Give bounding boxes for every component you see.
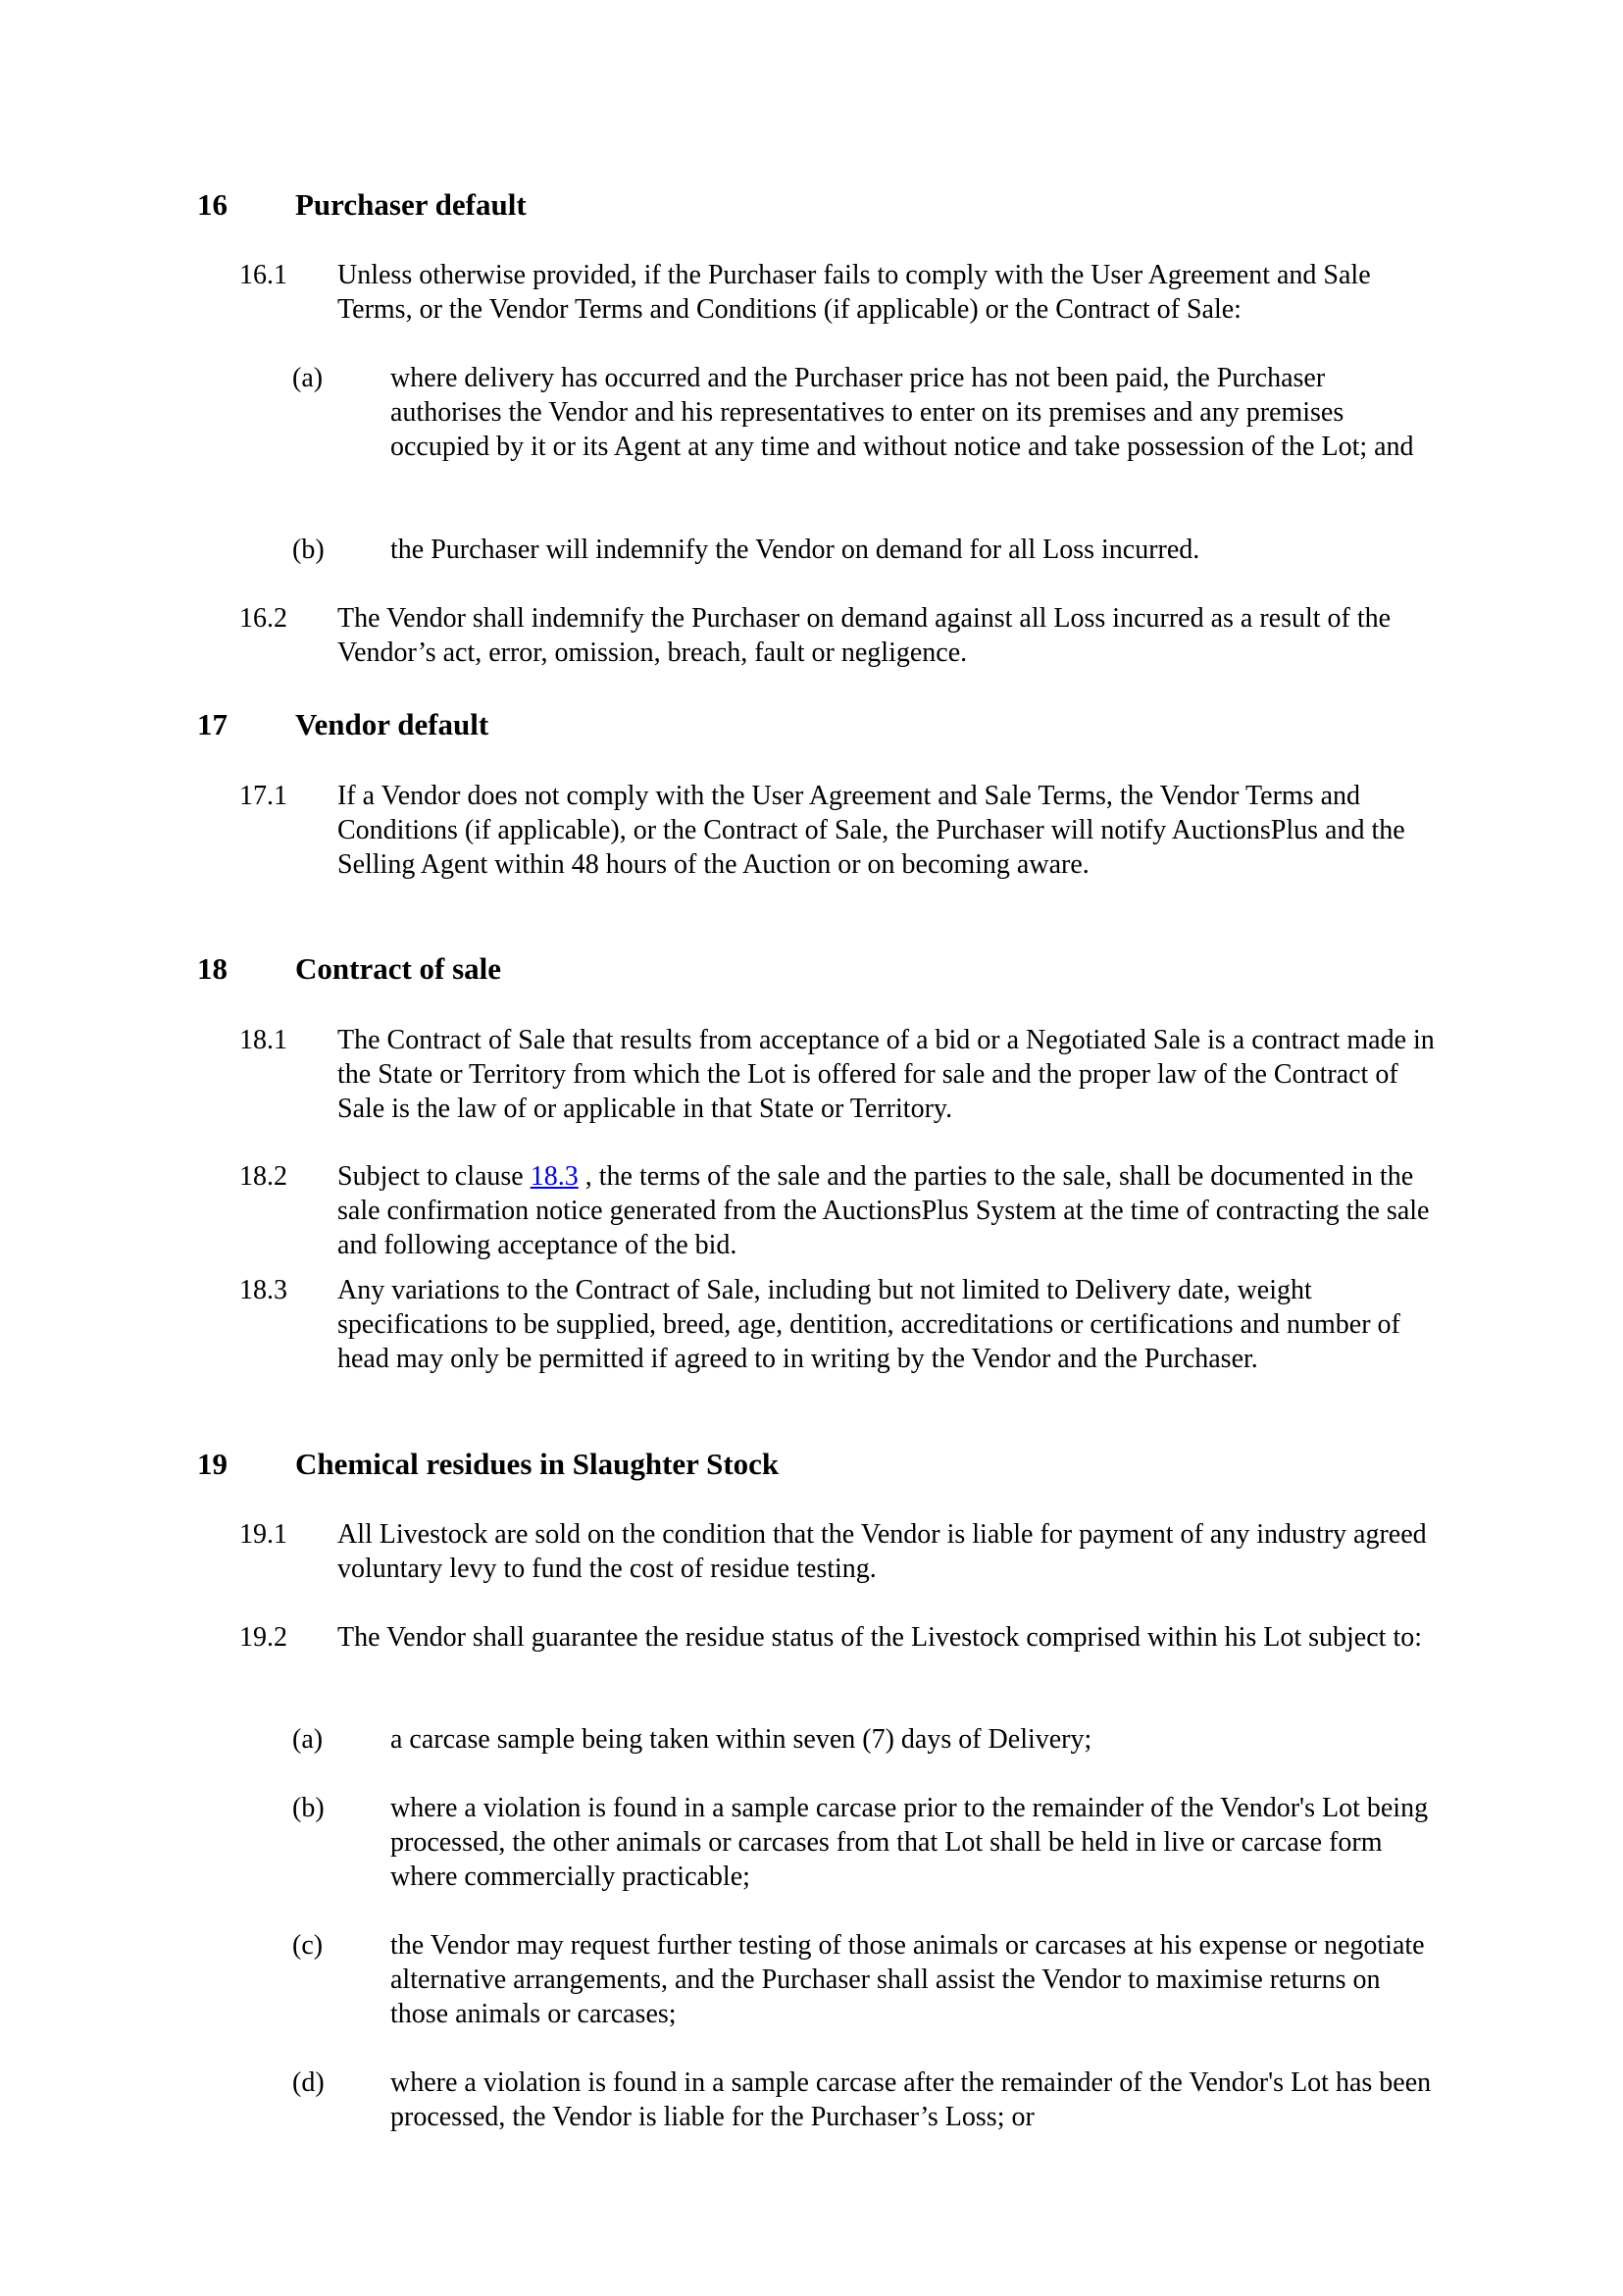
clause-text: The Vendor shall guarantee the residue status of the Livestock comprised within his Lot subject to: [337, 1622, 1422, 1653]
clause-text: The Contract of Sale that results from acceptance of a bid or a Negotiated Sale is a contract made in the State or Territory from which the Lot is offered for sale and the proper law of the Contract of Sale is the law of or applicable in that State or Territory. [337, 1025, 1435, 1124]
clause-number: 16.1 [239, 260, 287, 290]
subclause-text: where a violation is found in a sample carcase after the remainder of the Vendor's Lot has been processed, the Vendor is liable for the Purchaser’s Loss; or [390, 2067, 1432, 2132]
clause-17-1 [239, 779, 1436, 882]
clause-16-1-b [292, 533, 1440, 567]
section-title: Vendor default [295, 707, 489, 741]
clause-number: 18.1 [239, 1025, 287, 1055]
clause-19-2-d [292, 2066, 1440, 2134]
subclause-text: a carcase sample being taken within seven (7) days of Delivery; [390, 1724, 1092, 1755]
clause-number: 16.2 [239, 603, 287, 634]
section-number: 19 [197, 1447, 228, 1481]
section-title: Chemical residues in Slaughter Stock [295, 1447, 780, 1481]
section-number: 18 [197, 951, 228, 986]
clause-text-after-link: , the terms of the sale and the parties to the sale, shall be documented in the sale confirmation notice generated from the AuctionsPlus System at the time of contracting the sale and following acceptance of the bid. [337, 1161, 1430, 1260]
section-title: Contract of sale [295, 951, 502, 986]
clause-number: 18.2 [239, 1161, 287, 1192]
clause-text [337, 1159, 1436, 1262]
subclause-letter: (b) [292, 535, 325, 565]
clause-number: 18.3 [239, 1275, 287, 1305]
clause-text: If a Vendor does not comply with the User Agreement and Sale Terms, the Vendor Terms and Conditions (if applicable), or the Contract of Sale, the Purchaser will notify AuctionsPlus and the Selling Agent within 48 hours of the Auction or on becoming aware. [337, 781, 1405, 880]
subclause-letter: (c) [292, 1930, 324, 1961]
clause-text: Unless otherwise provided, if the Purchaser fails to comply with the User Agreement and Sale Terms, or the Vendor Terms and Conditions (if applicable) or the Contract of Sale: [337, 260, 1371, 325]
clause-18-3-link[interactable]: 18.3 [530, 1161, 579, 1192]
clause-19-2-b [292, 1791, 1440, 1894]
subclause-text: where delivery has occurred and the Purchaser price has not been paid, the Purchaser authorises the Vendor and his representatives to enter on its premises and any premises occupied by it or its Agent at any time and without notice and take possession of the Lot; and [390, 363, 1414, 462]
subclause-text: where a violation is found in a sample carcase prior to the remainder of the Vendor's Lot being processed, the other animals or carcases from that Lot shall be held in live or carcase form where commercially practicable; [390, 1793, 1429, 1892]
clause-19-2-c [292, 1928, 1440, 2031]
clause-19-1 [239, 1517, 1436, 1586]
section-title: Purchaser default [295, 187, 527, 222]
clause-number: 19.2 [239, 1622, 287, 1653]
clause-text: All Livestock are sold on the condition that the Vendor is liable for payment of any industry agreed voluntary levy to fund the cost of residue testing. [337, 1519, 1427, 1584]
section-number: 16 [197, 187, 228, 222]
clause-19-2 [239, 1620, 1436, 1655]
clause-number: 17.1 [239, 781, 287, 811]
clause-number: 19.1 [239, 1519, 287, 1550]
clause-18-3 [239, 1273, 1436, 1376]
section-number: 17 [197, 707, 228, 741]
clause-18-2 [239, 1159, 1436, 1262]
subclause-letter: (a) [292, 1724, 324, 1755]
clause-16-1 [239, 258, 1436, 327]
clause-text: The Vendor shall indemnify the Purchaser on demand against all Loss incurred as a result of the Vendor’s act, error, omission, breach, fault or negligence. [337, 603, 1392, 668]
clause-18-1 [239, 1023, 1436, 1126]
subclause-text: the Purchaser will indemnify the Vendor on demand for all Loss incurred. [390, 535, 1200, 565]
clause-16-1-a [292, 361, 1440, 464]
clause-text: Any variations to the Contract of Sale, including but not limited to Delivery date, weight specifications to be supplied, breed, age, dentition, accreditations or certifications and number of head may only be permitted if agreed to in writing by the Vendor and the Purchaser. [337, 1275, 1400, 1374]
clause-16-2 [239, 601, 1436, 670]
clause-19-2-a [292, 1722, 1440, 1757]
subclause-letter: (a) [292, 363, 324, 393]
subclause-text: the Vendor may request further testing of those animals or carcases at his expense or negotiate alternative arrangements, and the Purchaser shall assist the Vendor to maximise returns on those animals or carcases; [390, 1930, 1425, 2029]
subclause-letter: (b) [292, 1793, 325, 1823]
clause-text-before-link: Subject to clause [337, 1161, 531, 1192]
subclause-letter: (d) [292, 2067, 325, 2098]
